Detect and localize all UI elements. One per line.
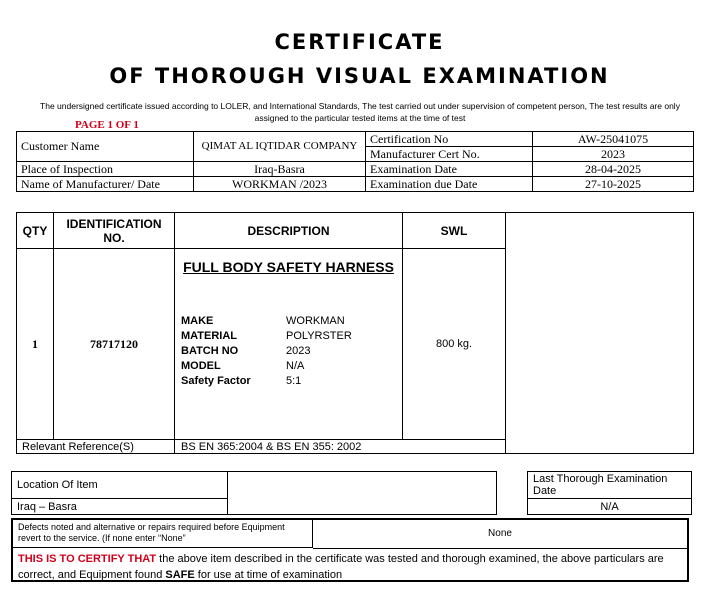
- info-table: [16, 131, 694, 192]
- certification-box: [11, 518, 689, 582]
- col-qty-header: QTY: [17, 213, 54, 249]
- certify-text2: for use at time of examination: [194, 569, 343, 581]
- ref-value: BS EN 365:2004 & BS EN 355: 2002: [175, 440, 506, 454]
- spec-value: N/A: [286, 360, 305, 372]
- cert-label: Certification No: [366, 132, 533, 147]
- location-blank: [228, 472, 497, 515]
- location-table: [11, 471, 692, 515]
- id-value: 78717120: [54, 249, 175, 440]
- spec-label: MODEL: [181, 360, 221, 372]
- location-gap: [497, 472, 528, 515]
- due-date-value: 27-10-2025: [533, 177, 694, 192]
- desc-title: FULL BODY SAFETY HARNESS: [183, 259, 394, 275]
- spec-value: 2023: [286, 345, 311, 357]
- blank-cell: [506, 213, 694, 454]
- last-exam-value: N/A: [528, 499, 692, 515]
- place-value: Iraq-Basra: [194, 162, 366, 177]
- defects-value: None: [313, 520, 687, 549]
- items-table: [16, 212, 694, 454]
- customer-value: QIMAT AL IQTIDAR COMPANY: [194, 132, 366, 162]
- spec-label: MATERIAL: [181, 330, 238, 342]
- exam-date-label: Examination Date: [366, 162, 533, 177]
- mfr-name-label: Name of Manufacturer/ Date: [17, 177, 194, 192]
- spec-value: 5:1: [286, 375, 302, 387]
- last-exam-label: Last Thorough Examination Date: [528, 472, 692, 499]
- certificate-subtitle: OF THOROUGH VISUAL EXAMINATION: [109, 64, 610, 88]
- description-cell: [175, 249, 403, 440]
- ref-label: Relevant Reference(S): [17, 440, 175, 454]
- page-label: PAGE 1 OF 1: [75, 119, 139, 131]
- certify-lead: THIS IS TO CERTIFY THAT: [18, 553, 157, 565]
- certificate-title: CERTIFICATE: [274, 30, 445, 54]
- customer-label: Customer Name: [17, 132, 194, 162]
- col-desc-header: DESCRIPTION: [175, 213, 403, 249]
- location-value: Iraq – Basra: [12, 499, 228, 515]
- due-date-label: Examination due Date: [366, 177, 533, 192]
- qty-value: 1: [17, 249, 54, 440]
- spec-label: MAKE: [181, 315, 214, 327]
- mfr-cert-label: Manufacturer Cert No.: [366, 147, 533, 162]
- location-label: Location Of Item: [12, 472, 228, 499]
- certify-safe: SAFE: [165, 569, 195, 581]
- col-swl-header: SWL: [403, 213, 506, 249]
- place-label: Place of Inspection: [17, 162, 194, 177]
- spec-list: [181, 315, 396, 387]
- spec-label: BATCH NO: [181, 345, 239, 357]
- col-id-header: IDENTIFICATION NO.: [54, 213, 175, 249]
- spec-label: Safety Factor: [181, 375, 251, 387]
- certify-statement: [18, 551, 682, 583]
- exam-date-value: 28-04-2025: [533, 162, 694, 177]
- swl-value: 800 kg.: [403, 249, 506, 440]
- spec-value: WORKMAN: [286, 315, 345, 327]
- intro-text: The undersigned certificate issued according to LOLER, and International Standards, The test carried out under supervision of competent person, The test results are only assigned to the particular tested items at the time of test: [40, 101, 680, 123]
- cert-value: AW-25041075: [533, 132, 694, 147]
- certify-text1: the above item described in the certificate was tested and thorough examined, the above particulars are correct, and Equipment found: [18, 553, 664, 581]
- mfr-cert-value: 2023: [533, 147, 694, 162]
- mfr-name-value: WORKMAN /2023: [194, 177, 366, 192]
- defects-label: Defects noted and alternative or repairs required before Equipment revert to the service. (If none enter “None”: [13, 520, 313, 548]
- spec-value: POLYRSTER: [286, 330, 352, 342]
